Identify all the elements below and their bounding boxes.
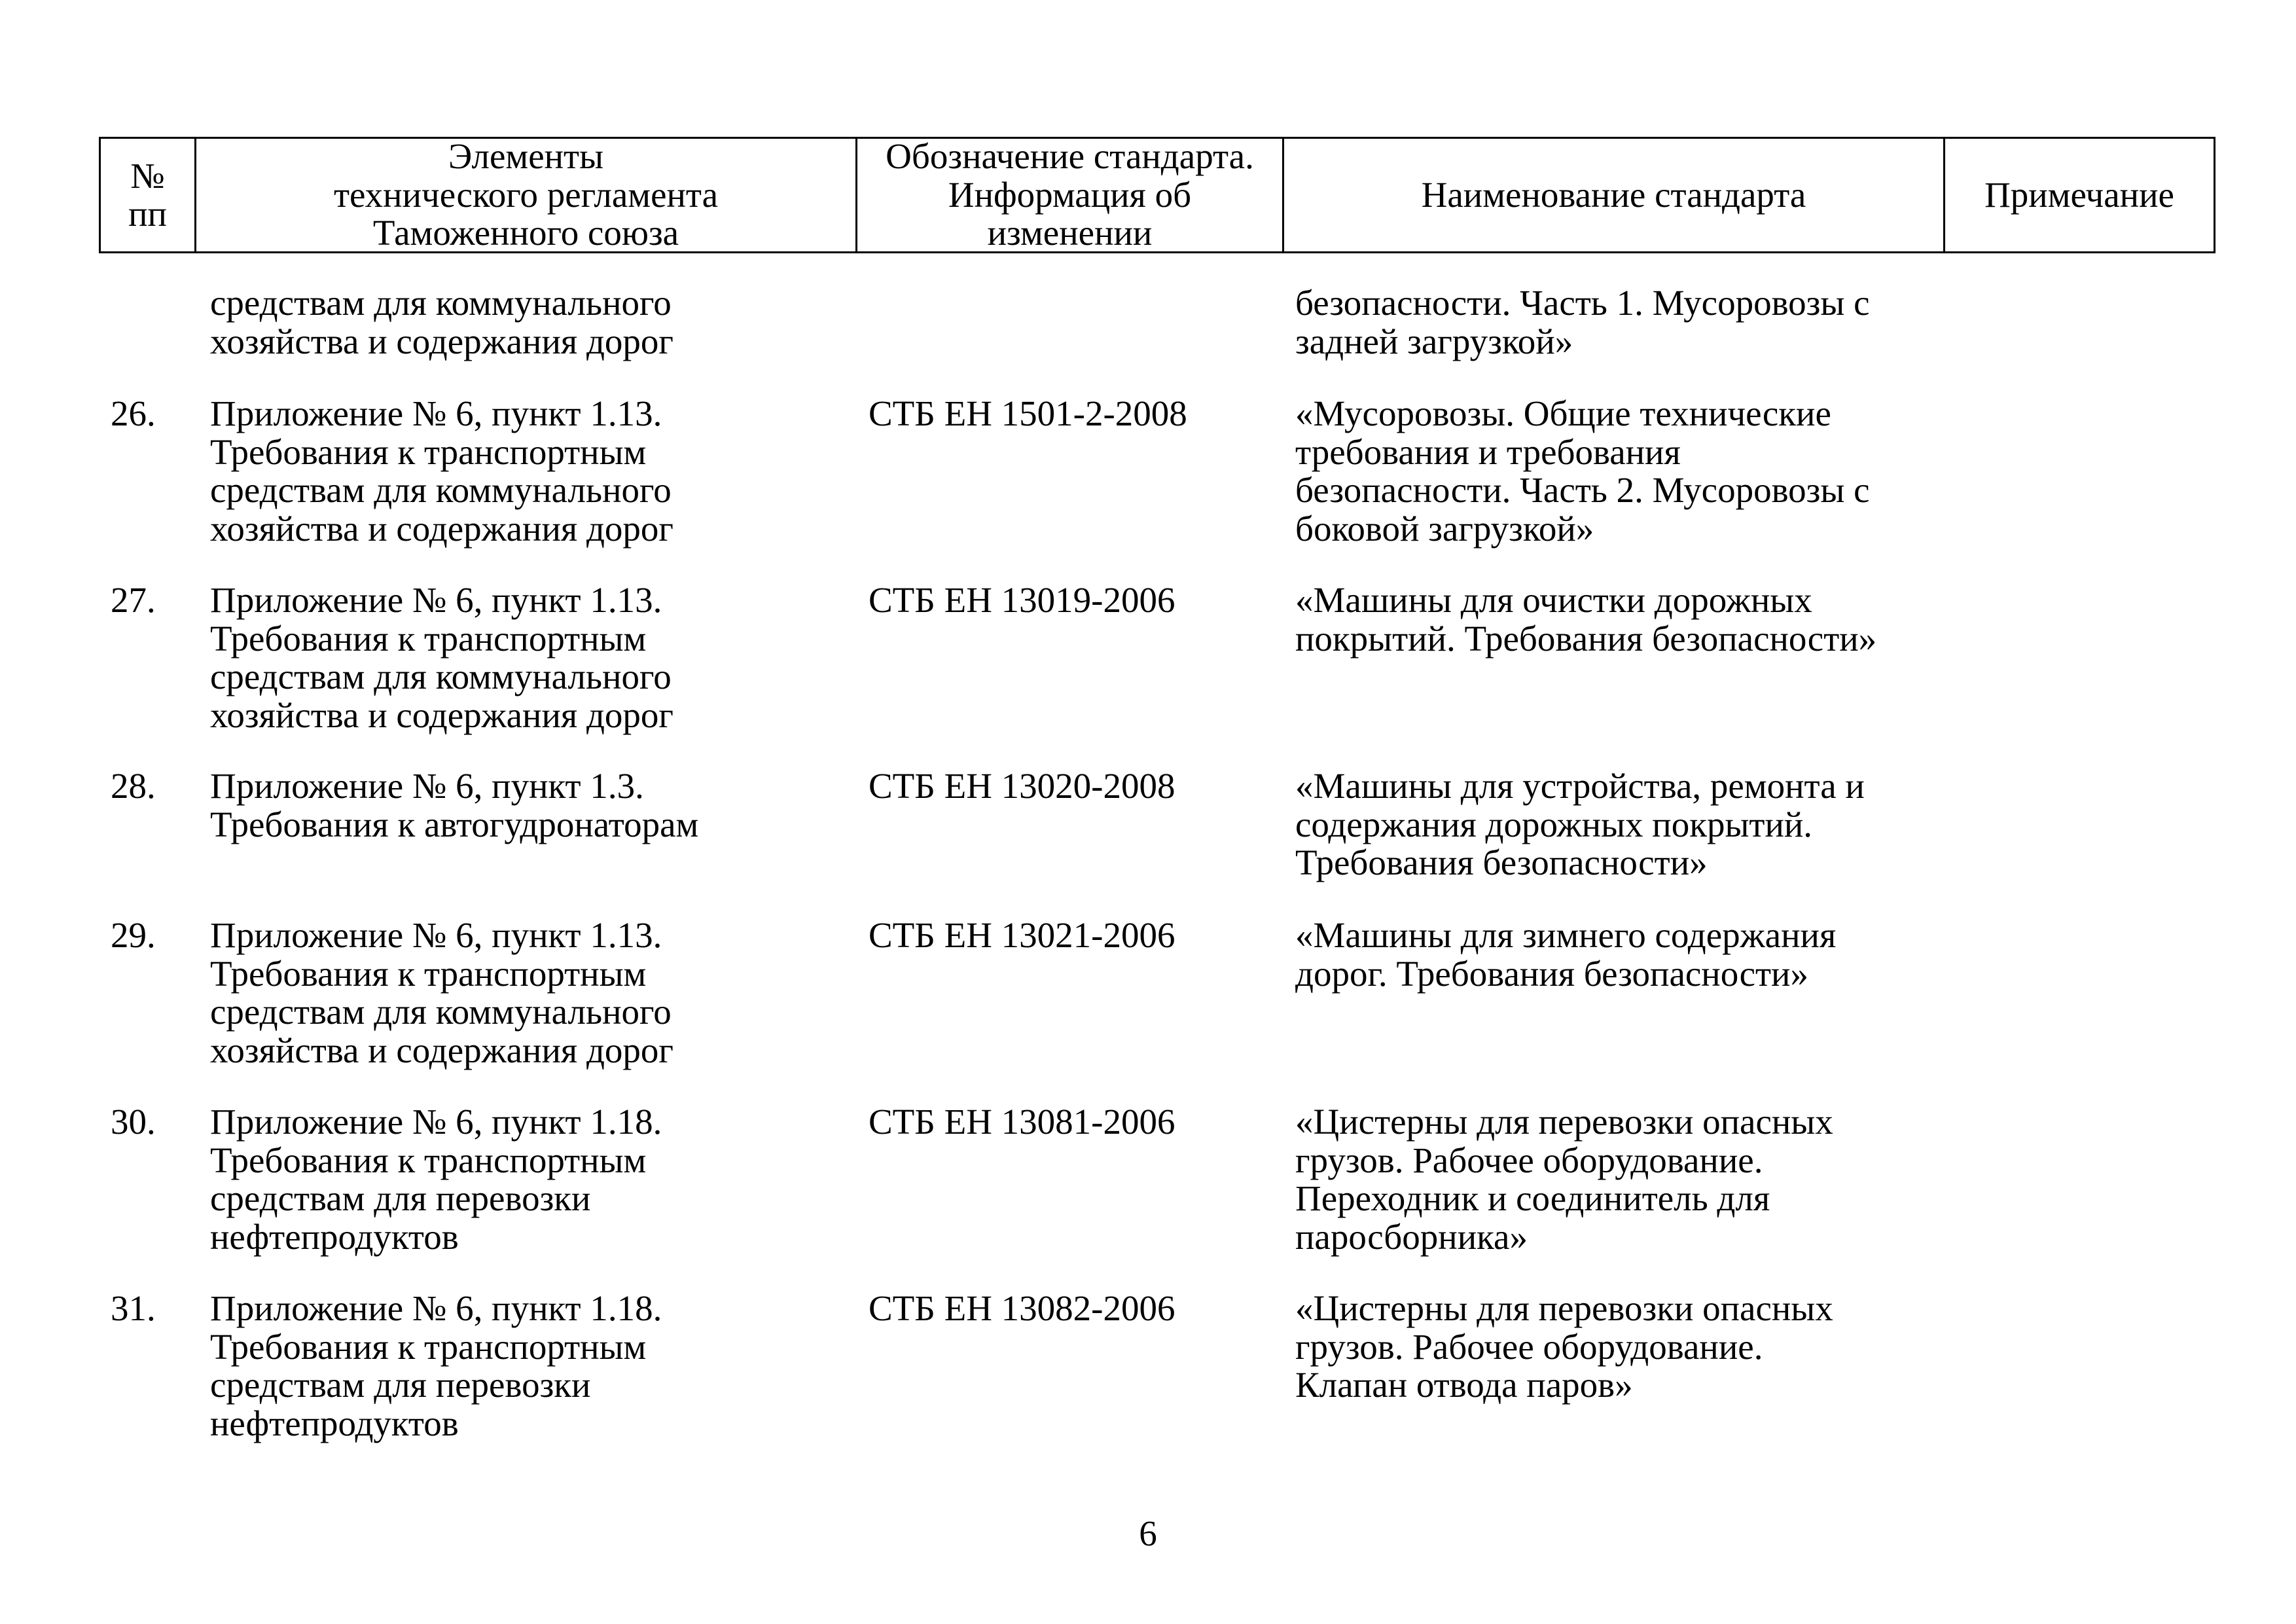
row-number: 27. [111,580,156,620]
page-number: 6 [1139,1513,1157,1553]
row-element: Приложение № 6, пункт 1.18. Требования к транспортным средствам для перевозки нефтепродуктов [210,1102,662,1257]
header-number: № пп [101,139,196,251]
row-number: 26. [111,393,156,433]
row-element: Приложение № 6, пункт 1.3. Требования к автогудронаторам [210,766,699,844]
table-header [99,137,2215,253]
row-element: Приложение № 6, пункт 1.13. Требования к транспортным средствам для коммунального хозяйства и содержания дорог [210,580,673,735]
row-number: 28. [111,766,156,806]
row-name: безопасности. Часть 1. Мусоровозы с задней загрузкой» [1295,283,1870,361]
header-elements: Элементы технического регламента Таможенного союза [196,139,857,251]
row-designation: СТБ ЕН 13082-2006 [869,1288,1175,1328]
row-name: «Цистерны для перевозки опасных грузов. Рабочее оборудование. Клапан отвода паров» [1295,1288,1833,1405]
row-name: «Цистерны для перевозки опасных грузов. Рабочее оборудование. Переходник и соединитель для паросборника» [1295,1102,1833,1257]
row-element: Приложение № 6, пункт 1.13. Требования к транспортным средствам для коммунального хозяйства и содержания дорог [210,393,673,549]
row-designation: СТБ ЕН 13021-2006 [869,915,1175,955]
row-name: «Мусоровозы. Общие технические требования и требования безопасности. Часть 2. Мусоровозы с боковой загрузкой» [1295,393,1870,549]
header-designation: Обозначение стандарта. Информация об изменении [857,139,1284,251]
header-name: Наименование стандарта [1284,139,1945,251]
row-name: «Машины для зимнего содержания дорог. Требования безопасности» [1295,915,1837,994]
row-name: «Машины для очистки дорожных покрытий. Требования безопасности» [1295,580,1877,659]
row-element: средствам для коммунального хозяйства и содержания дорог [210,283,673,361]
row-designation: СТБ ЕН 13020-2008 [869,766,1175,806]
row-element: Приложение № 6, пункт 1.13. Требования к транспортным средствам для коммунального хозяйства и содержания дорог [210,915,673,1070]
row-number: 29. [111,915,156,955]
row-number: 30. [111,1102,156,1142]
row-name: «Машины для устройства, ремонта и содержания дорожных покрытий. Требования безопасности» [1295,766,1865,882]
header-note: Примечание [1984,174,2174,215]
row-number: 31. [111,1288,156,1328]
row-designation: СТБ ЕН 13081-2006 [869,1102,1175,1142]
row-designation: СТБ ЕН 13019-2006 [869,580,1175,620]
row-designation: СТБ ЕН 1501-2-2008 [869,393,1187,433]
row-element: Приложение № 6, пункт 1.18. Требования к транспортным средствам для перевозки нефтепродуктов [210,1288,662,1443]
